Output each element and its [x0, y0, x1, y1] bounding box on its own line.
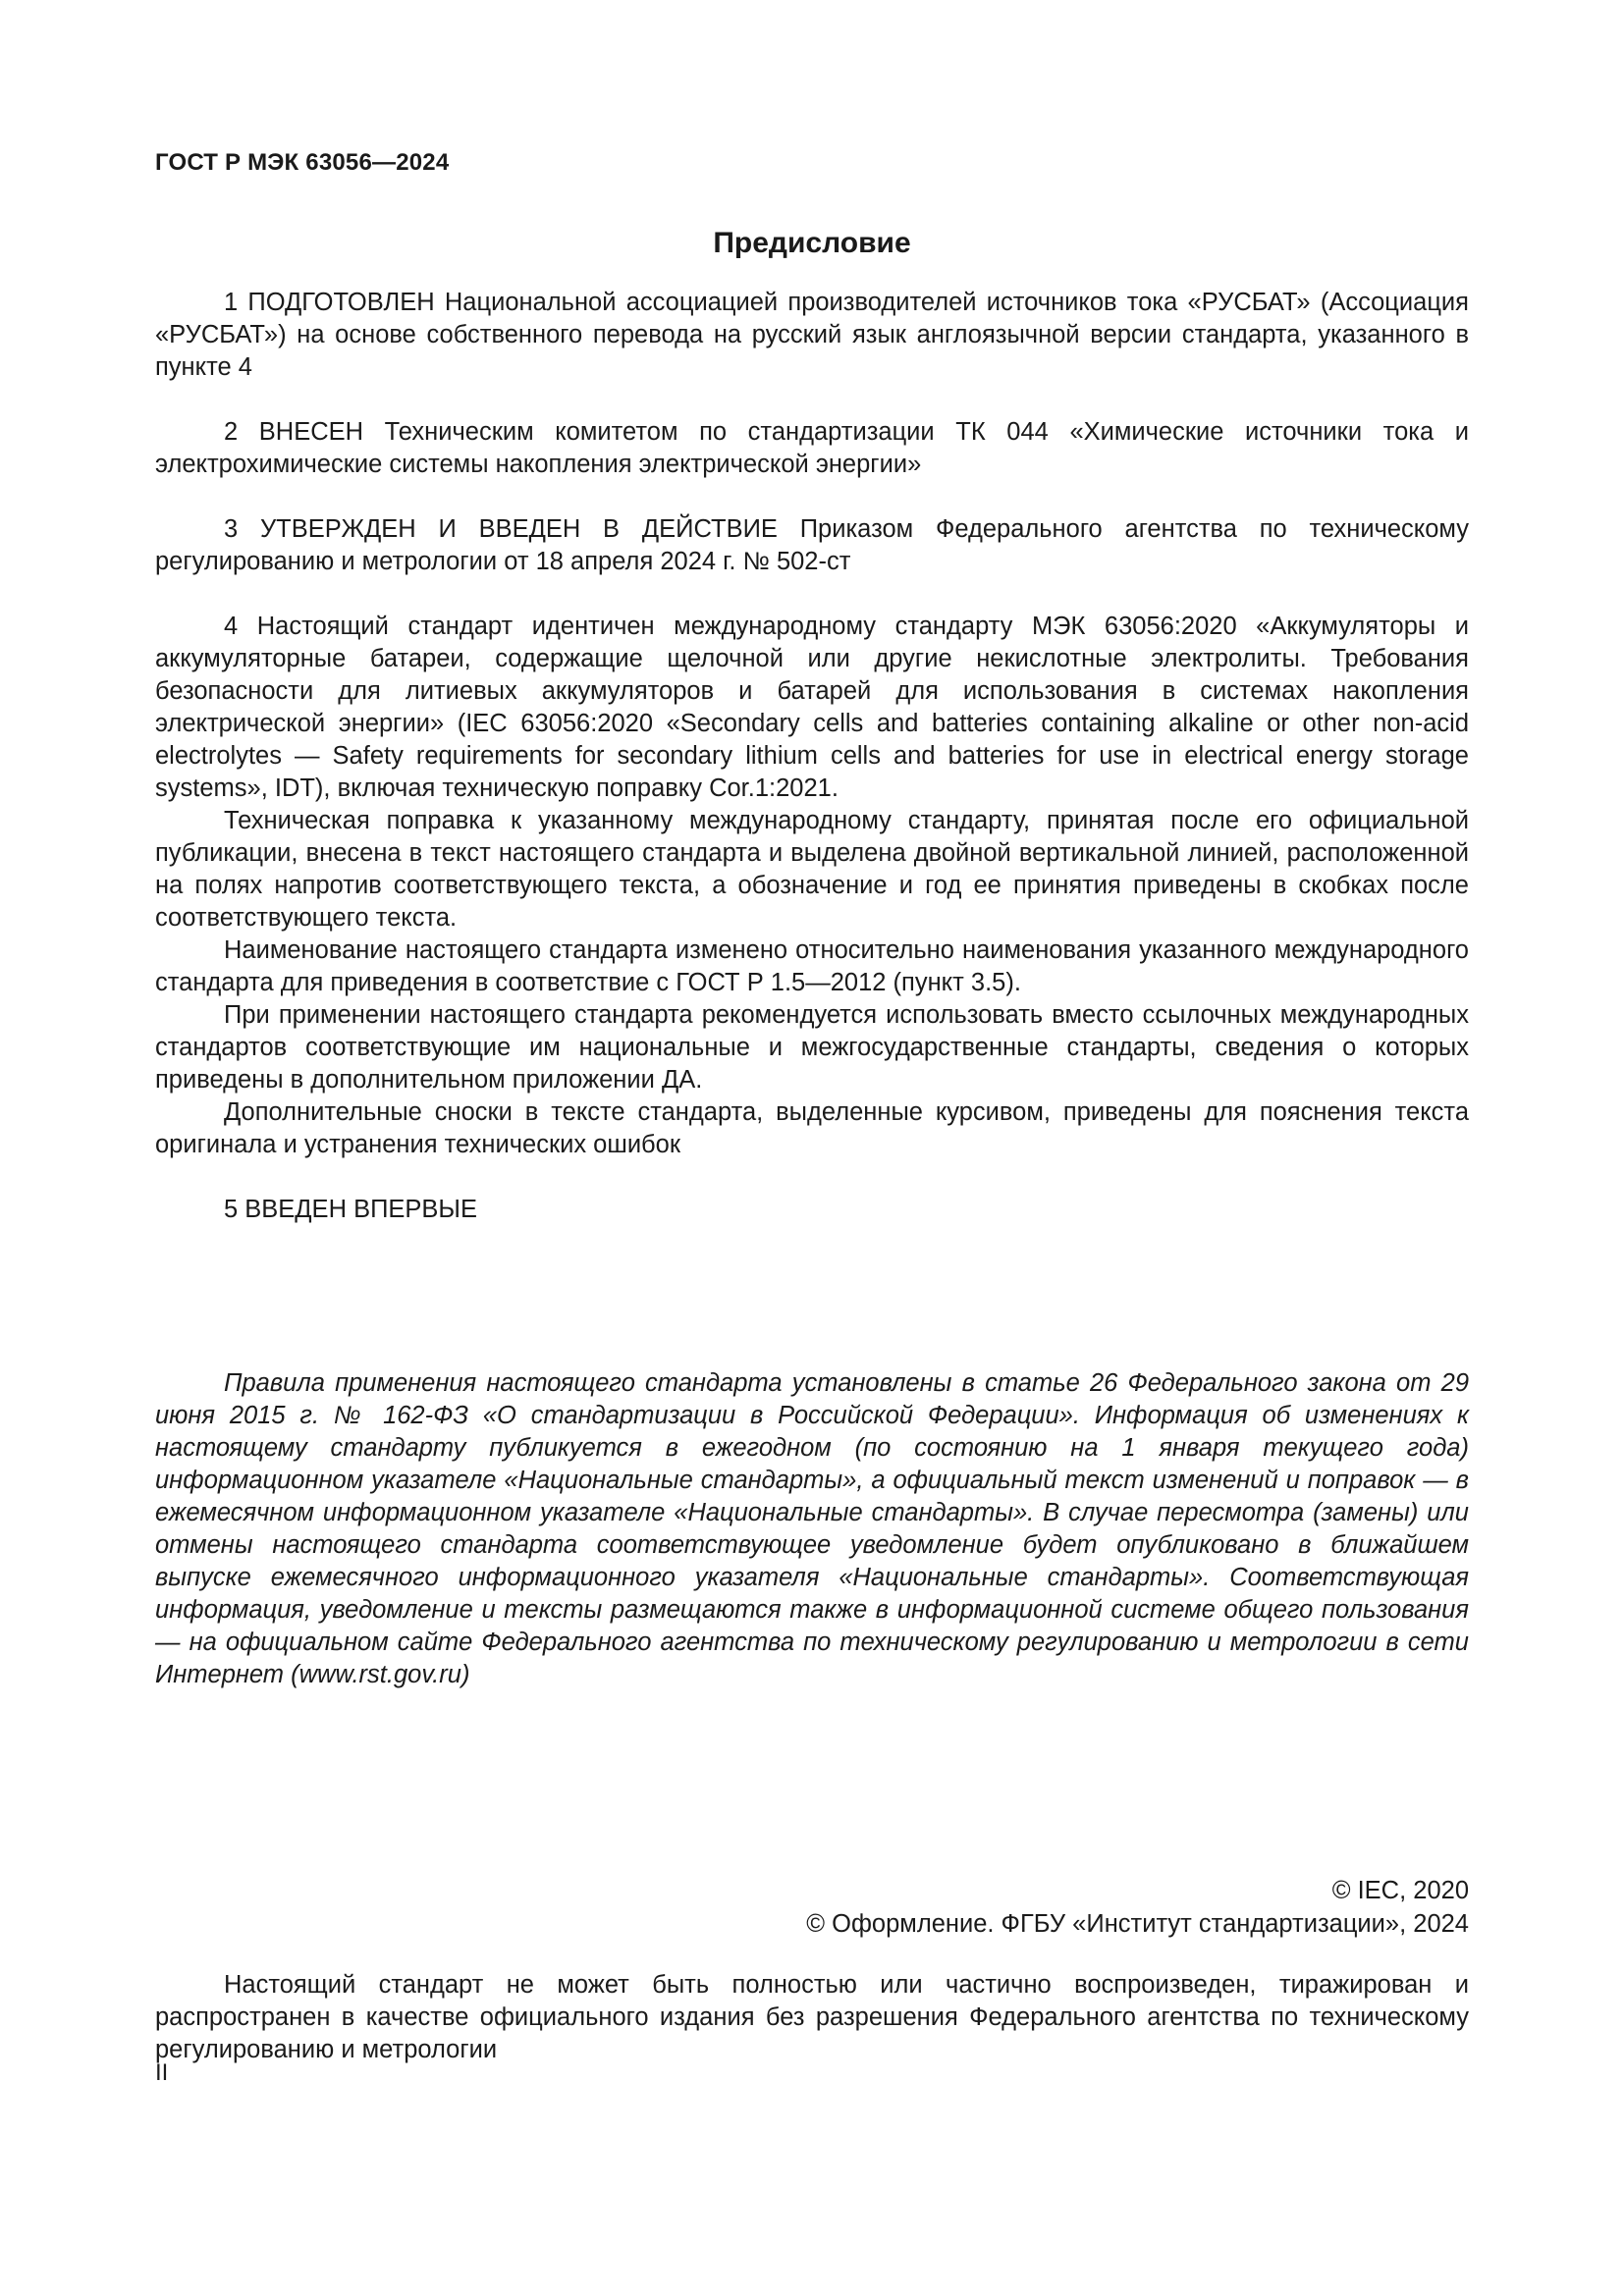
- reproduction-notice: [155, 1969, 1469, 2066]
- legal-notice: [155, 1367, 1469, 1691]
- paragraph-identical: 4 Настоящий стандарт идентичен международному стандарту МЭК 63056:2020 «Аккумуляторы и аккумуляторные батареи, содержащие щелочной или другие некислотные электролиты. Требования безопасности для литиевых аккумуляторов и батарей для использования в системах накопления электрической энергии» (IEC 63056:2020 «Secondary cells and batteries containing alkaline or other non-acid electrolytes — Safety requirements for secondary lithium cells and batteries for use in electrical energy storage systems», IDT), включая техническую поправку Cor.1:2021.: [155, 613, 1469, 802]
- copyright-block: [806, 1874, 1469, 1941]
- page-title: Предисловие: [713, 227, 911, 259]
- paragraph-footnotes: Дополнительные сноски в тексте стандарта, выделенные курсивом, приведены для пояснения текста оригинала и устранения технических ошибок: [155, 1098, 1469, 1158]
- paragraph-correction: Техническая поправка к указанному международному стандарту, принятая после его официальной публикации, внесена в текст настоящего стандарта и выделена двойной вертикальной линией, расположенной на полях напротив соответствующего текста, а обозначение и год ее принятия приведены в скобках после соответствующего текста.: [155, 807, 1469, 932]
- page-number: II: [155, 2059, 169, 2086]
- paragraph-approved: 3 УТВЕРЖДЕН И ВВЕДЕН В ДЕЙСТВИЕ Приказом Федерального агентства по техническому регулированию и метрологии от 18 апреля 2024 г. № 502-ст: [155, 515, 1469, 575]
- paragraph-references: При применении настоящего стандарта рекомендуется использовать вместо ссылочных международных стандартов соответствующие им национальные и межгосударственные стандарты, сведения о которых приведены в дополнительном приложении ДА.: [155, 1001, 1469, 1094]
- paragraph-prepared: 1 ПОДГОТОВЛЕН Национальной ассоциацией производителей источников тока «РУСБАТ» (Ассоциация «РУСБАТ») на основе собственного перевода на русский язык англоязычной версии стандарта, указанного в пункте 4: [155, 289, 1469, 381]
- reproduction-notice-text: Настоящий стандарт не может быть полностью или частично воспроизведен, тиражирован и распространен в качестве официального издания без разрешения Федерального агентства по техническому регулированию и метрологии: [155, 1971, 1469, 2063]
- paragraph-name-change: Наименование настоящего стандарта изменено относительно наименования указанного международного стандарта для приведения в соответствие с ГОСТ Р 1.5—2012 (пункт 3.5).: [155, 936, 1469, 996]
- copyright-institute: © Оформление. ФГБУ «Институт стандартизации», 2024: [806, 1910, 1469, 1938]
- document-code: ГОСТ Р МЭК 63056—2024: [155, 149, 450, 176]
- foreword-body: [155, 287, 1469, 1226]
- legal-notice-text: Правила применения настоящего стандарта установлены в статье 26 Федерального закона от 29 июня 2015 г. № 162-ФЗ «О стандартизации в Российской Федерации». Информация об изменениях к настоящему стандарту публикуется в ежегодном (по состоянию на 1 января текущего года) информационном указателе «Национальные стандарты», а официальный текст изменений и поправок — в ежемесячном информационном указателе «Национальные стандарты». В случае пересмотра (замены) или отмены настоящего стандарта соответствующее уведомление будет опубликовано в ближайшем выпуске ежемесячного информационного указателя «Национальные стандарты». Соответствующая информация, уведомление и тексты размещаются также в информационной системе общего пользования — на официальном сайте Федерального агентства по техническому регулированию и метрологии в сети Интернет (www.rst.gov.ru): [155, 1369, 1469, 1688]
- copyright-iec: © IEC, 2020: [1331, 1877, 1469, 1904]
- paragraph-first-introduced: 5 ВВЕДЕН ВПЕРВЫЕ: [224, 1196, 478, 1223]
- paragraph-introduced: 2 ВНЕСЕН Техническим комитетом по стандартизации ТК 044 «Химические источники тока и электрохимические системы накопления электрической энергии»: [155, 418, 1469, 478]
